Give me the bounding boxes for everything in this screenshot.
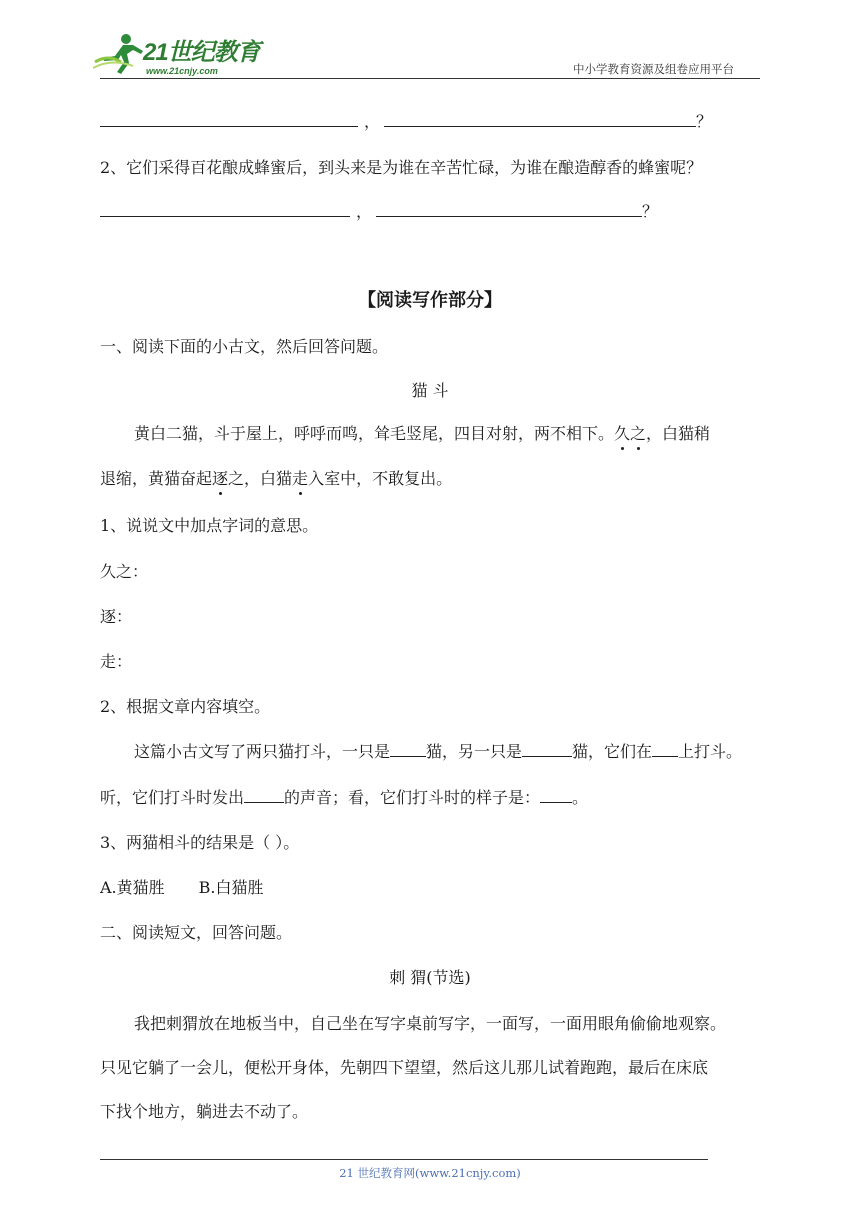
part1-intro: 一、阅读下面的小古文，然后回答问题。 (100, 337, 389, 356)
header-rule (100, 78, 760, 79)
header (0, 0, 860, 80)
dotted-char: 久 (614, 424, 631, 443)
answer-label-zou: 走： (100, 652, 133, 671)
question-1: 1、说说文中加点字词的意思。 (100, 516, 319, 535)
fill-blank[interactable] (540, 788, 572, 803)
logo-main-text: 21世纪教育 (143, 39, 260, 66)
fill-blank[interactable] (652, 742, 678, 757)
footer-text: 21 世纪教育网(www.21cnjy.com) (339, 1166, 521, 1180)
question-3: 3、两猫相斗的结果是（ ）。 (100, 833, 300, 852)
answer-blank[interactable] (100, 202, 350, 217)
fill-blank[interactable] (522, 742, 572, 757)
answer-blank[interactable] (384, 112, 696, 127)
fill-line-1: 这篇小古文写了两只猫打斗，一只是 猫，另一只是 猫，它们在 上打斗。 (134, 742, 743, 761)
fill-blank[interactable] (390, 742, 426, 757)
answer-label-jiuzhi: 久之： (100, 562, 149, 581)
answer-blank[interactable] (376, 202, 642, 217)
option-a[interactable]: A.黄猫胜 (100, 878, 165, 897)
answer-blank[interactable] (100, 112, 358, 127)
comma: ， (356, 202, 373, 221)
dotted-char: 走 (292, 469, 309, 488)
dotted-char: 之 (630, 424, 647, 443)
passage2-line-2: 只见它躺了一会儿，便松开身体，先朝四下望望，然后这儿那儿试着跑跑，最后在床底 (100, 1058, 709, 1077)
passage2-line-3: 下找个地方，躺进去不动了。 (100, 1102, 309, 1121)
logo-url-text: www.21cnjy.com (146, 66, 218, 76)
dotted-char: 逐 (212, 469, 229, 488)
part2-intro: 二、阅读短文，回答问题。 (100, 923, 293, 942)
comma: ， (364, 112, 381, 131)
passage-line-1: 黄白二猫，斗于屋上，呼呼而鸣，耸毛竖尾，四目对射，两不相下。久之，白猫稍 (134, 424, 711, 443)
answer-line-row-1 (100, 112, 712, 132)
footer-rule (100, 1159, 708, 1160)
option-b[interactable]: B.白猫胜 (198, 878, 264, 897)
question-2-fill: 2、根据文章内容填空。 (100, 697, 271, 716)
answer-label-zhu: 逐： (100, 607, 133, 626)
platform-label: 中小学教育资源及组卷应用平台 (573, 62, 734, 76)
fill-line-2: 听，它们打斗时发出 的声音；看，它们打斗时的样子是： 。 (100, 788, 589, 807)
poem-title: 猫 斗 (411, 381, 449, 400)
section-title: 【阅读写作部分】 (358, 290, 502, 311)
question-mark: ？ (642, 202, 659, 221)
question-2: 2、它们采得百花酿成蜂蜜后，到头来是为谁在辛苦忙碌，为谁在酿造醇香的蜂蜜呢？ (100, 158, 703, 177)
passage-line-2: 退缩，黄猫奋起逐之，白猫走入室中，不敢复出。 (100, 469, 453, 488)
question-mark: ？ (696, 112, 713, 131)
answer-line-row-2 (100, 202, 658, 222)
passage-title: 刺 猬(节选) (389, 968, 471, 987)
options-row (100, 878, 264, 898)
fill-blank[interactable] (244, 788, 284, 803)
passage2-line-1: 我把刺猬放在地板当中，自己坐在写字桌前写字，一面写，一面用眼角偷偷地观察。 (134, 1014, 727, 1033)
